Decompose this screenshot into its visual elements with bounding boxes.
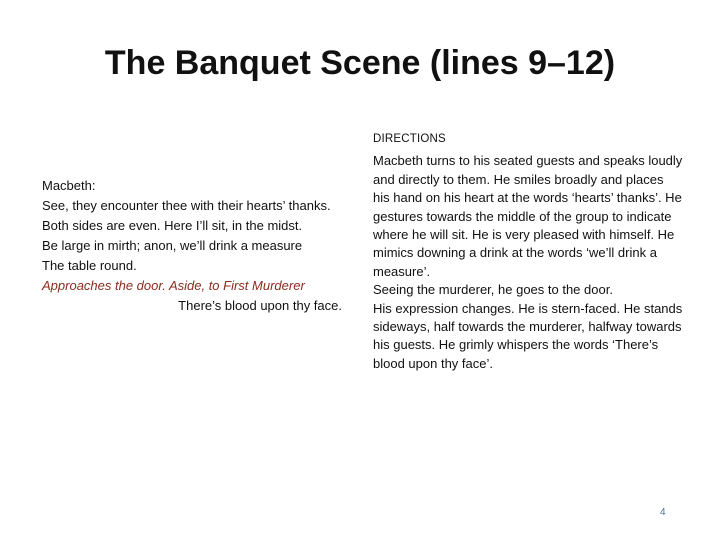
speaker-name: Macbeth:	[42, 178, 96, 193]
page-number: 4	[660, 507, 666, 518]
direction-paragraph: His expression changes. He is stern-faced. He stands sideways, half towards the murderer, halfway towards his guests. He grimly whispers the words ‘There’s blood upon thy face’.	[373, 300, 683, 371]
direction-paragraph: Seeing the murderer, he goes to the door.	[373, 282, 613, 298]
slide-title: The Banquet Scene (lines 9–12)	[104, 44, 616, 82]
directions-panel	[373, 130, 683, 373]
stage-direction: Approaches the door. Aside, to First Murderer	[42, 278, 305, 293]
direction-paragraph: Macbeth turns to his seated guests and speaks loudly and directly to them. He smiles broadly and places his hand on his heart at the words ‘hearts’ thanks’. He gestures towards the middle of the group to indicate where he will sit. He is very pleased with himself. He mimics downing a drink at the words ‘we’ll drink a measure’.	[373, 153, 683, 279]
script-line: Both sides are even. Here I’ll sit, in the midst.	[42, 218, 303, 233]
directions-label: DIRECTIONS	[373, 133, 446, 145]
script-excerpt	[42, 176, 342, 316]
script-line: See, they encounter thee with their hearts’ thanks.	[42, 198, 331, 213]
script-line: Be large in mirth; anon, we’ll drink a measure	[42, 238, 303, 253]
script-final-line: There’s blood upon thy face.	[178, 298, 342, 313]
script-line: The table round.	[42, 258, 137, 273]
